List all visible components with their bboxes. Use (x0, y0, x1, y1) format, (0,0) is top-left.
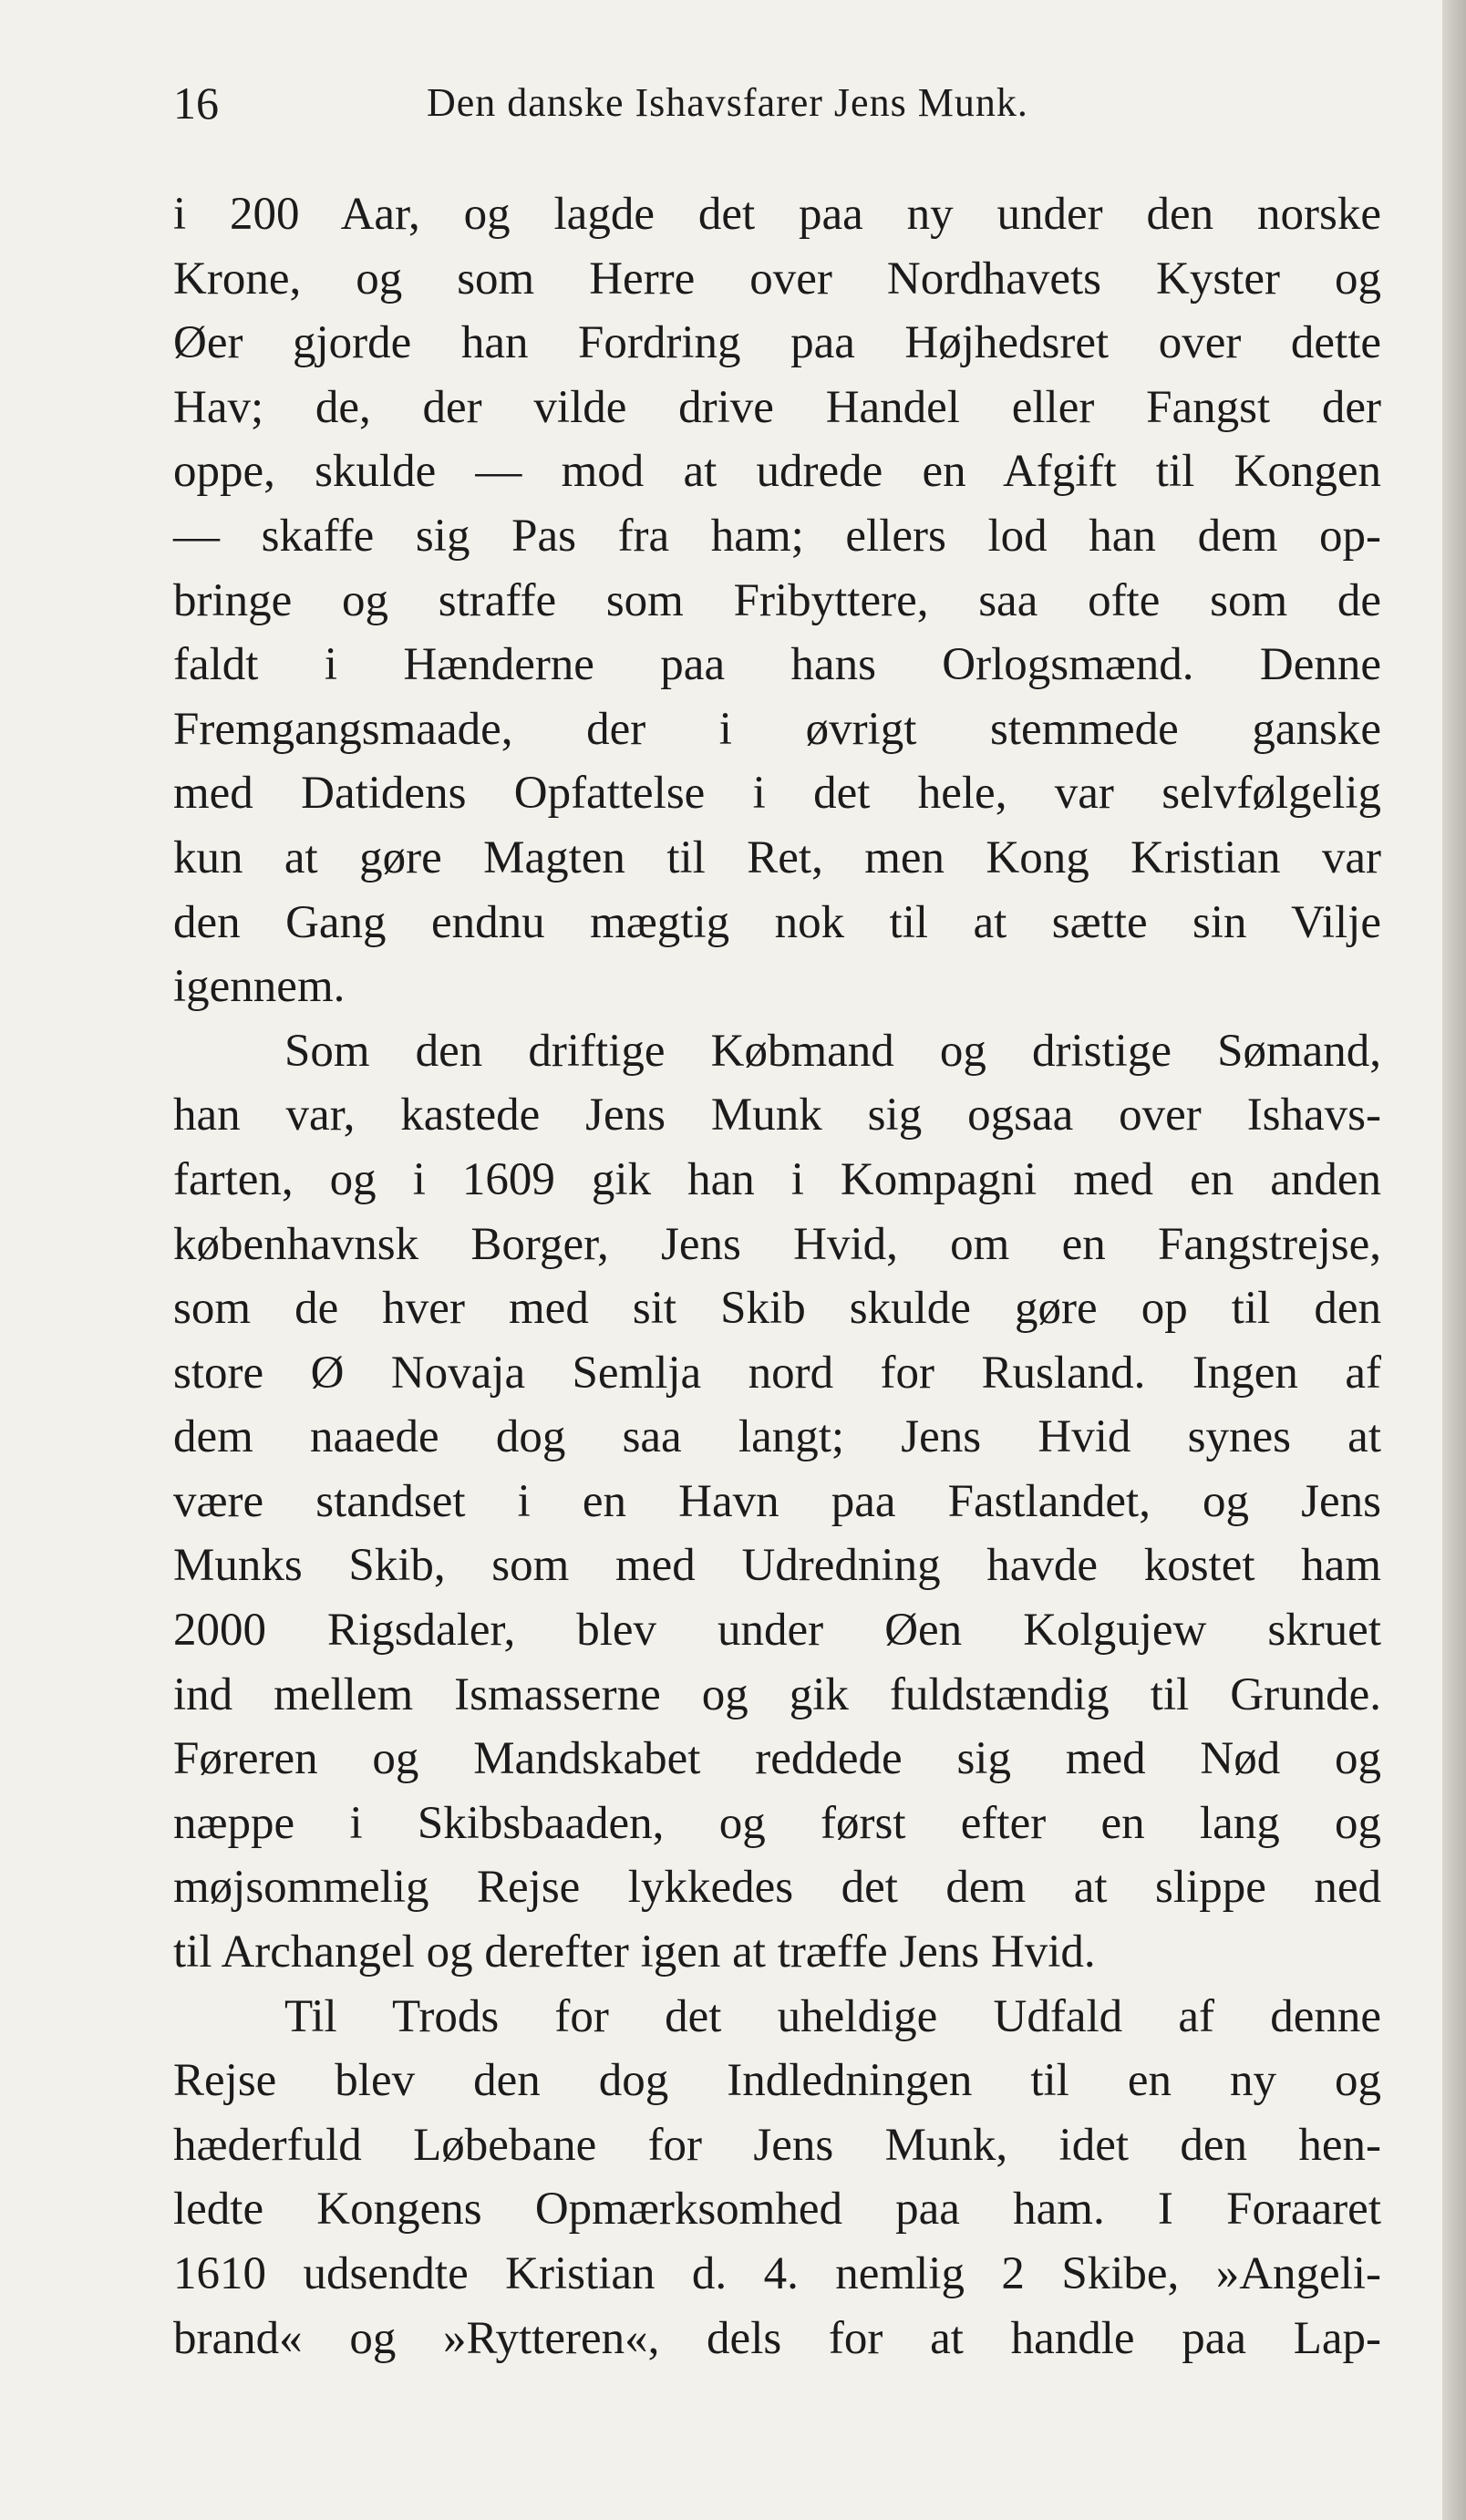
running-head: Den danske Ishavsfarer Jens Munk. (427, 80, 1028, 125)
text-line: hæderfuld Løbebane for Jens Munk, idet den hen- (173, 2119, 1381, 2171)
text-line: Munks Skib, som med Udredning havde kostet ham (173, 1540, 1381, 1592)
text-line: kun at gøre Magten til Ret, men Kong Kristian var (173, 831, 1381, 883)
text-line: i 200 Aar, og lagde det paa ny under den norske (173, 189, 1381, 240)
text-line: københavnsk Borger, Jens Hvid, om en Fangstrejse, (173, 1218, 1381, 1270)
text-line: store Ø Novaja Semlja nord for Rusland. Ingen af (173, 1347, 1381, 1399)
body-text (173, 182, 1381, 2370)
text-line: — skaffe sig Pas fra ham; ellers lod han dem op- (173, 510, 1381, 562)
text-line: være standset i en Havn paa Fastlandet, og Jens (173, 1475, 1381, 1527)
paragraph-start-line: Til Trods for det uheldige Udfald af denne (284, 1990, 1381, 2042)
text-line: møjsommelig Rejse lykkedes det dem at slippe ned (173, 1862, 1381, 1914)
text-line: faldt i Hænderne paa hans Orlogsmænd. Denne (173, 639, 1381, 691)
paragraph-end-line: igennem. (173, 961, 346, 1013)
paragraph-end-line: til Archangel og derefter igen at træffe Jens Hvid. (173, 1926, 1096, 1978)
text-line: Fremgangsmaade, der i øvrigt stemmede ganske (173, 703, 1381, 755)
text-line: Øer gjorde han Fordring paa Højhedsret over dette (173, 317, 1381, 369)
text-line: dem naaede dog saa langt; Jens Hvid synes at (173, 1411, 1381, 1463)
text-line: næppe i Skibsbaaden, og først efter en lang og (173, 1797, 1381, 1849)
text-line: som de hver med sit Skib skulde gøre op til den (173, 1283, 1381, 1335)
text-line: ledte Kongens Opmærksomhed paa ham. I Foraaret (173, 2184, 1381, 2236)
text-line: den Gang endnu mægtig nok til at sætte sin Vilje (173, 896, 1381, 948)
text-line: Føreren og Mandskabet reddede sig med Nød og (173, 1733, 1381, 1785)
paragraph-start-line: Som den driftige Købmand og dristige Sømand, (284, 1025, 1381, 1077)
page-header (173, 71, 1377, 135)
text-line: Krone, og som Herre over Nordhavets Kyster og (173, 253, 1381, 305)
text-line: oppe, skulde — mod at udrede en Afgift til Kongen (173, 446, 1381, 498)
text-line: han var, kastede Jens Munk sig ogsaa over Ishavs- (173, 1090, 1381, 1141)
text-line: Rejse blev den dog Indledningen til en ny og (173, 2055, 1381, 2107)
text-line: brand« og »Rytteren«, dels for at handle paa Lap- (173, 2312, 1381, 2364)
text-line: med Datidens Opfattelse i det hele, var selvfølgelig (173, 768, 1381, 820)
text-line: bringe og straffe som Fribyttere, saa ofte som de (173, 574, 1381, 626)
page-edge (1442, 0, 1466, 2520)
text-line: ind mellem Ismasserne og gik fuldstændig til Grunde. (173, 1668, 1381, 1720)
text-line: Hav; de, der vilde drive Handel eller Fangst der (173, 381, 1381, 433)
page-number: 16 (173, 77, 219, 129)
text-line: 2000 Rigsdaler, blev under Øen Kolgujew skruet (173, 1605, 1381, 1657)
text-line: farten, og i 1609 gik han i Kompagni med en anden (173, 1153, 1381, 1205)
text-line: 1610 udsendte Kristian d. 4. nemlig 2 Skibe, »Angeli- (173, 2248, 1381, 2299)
